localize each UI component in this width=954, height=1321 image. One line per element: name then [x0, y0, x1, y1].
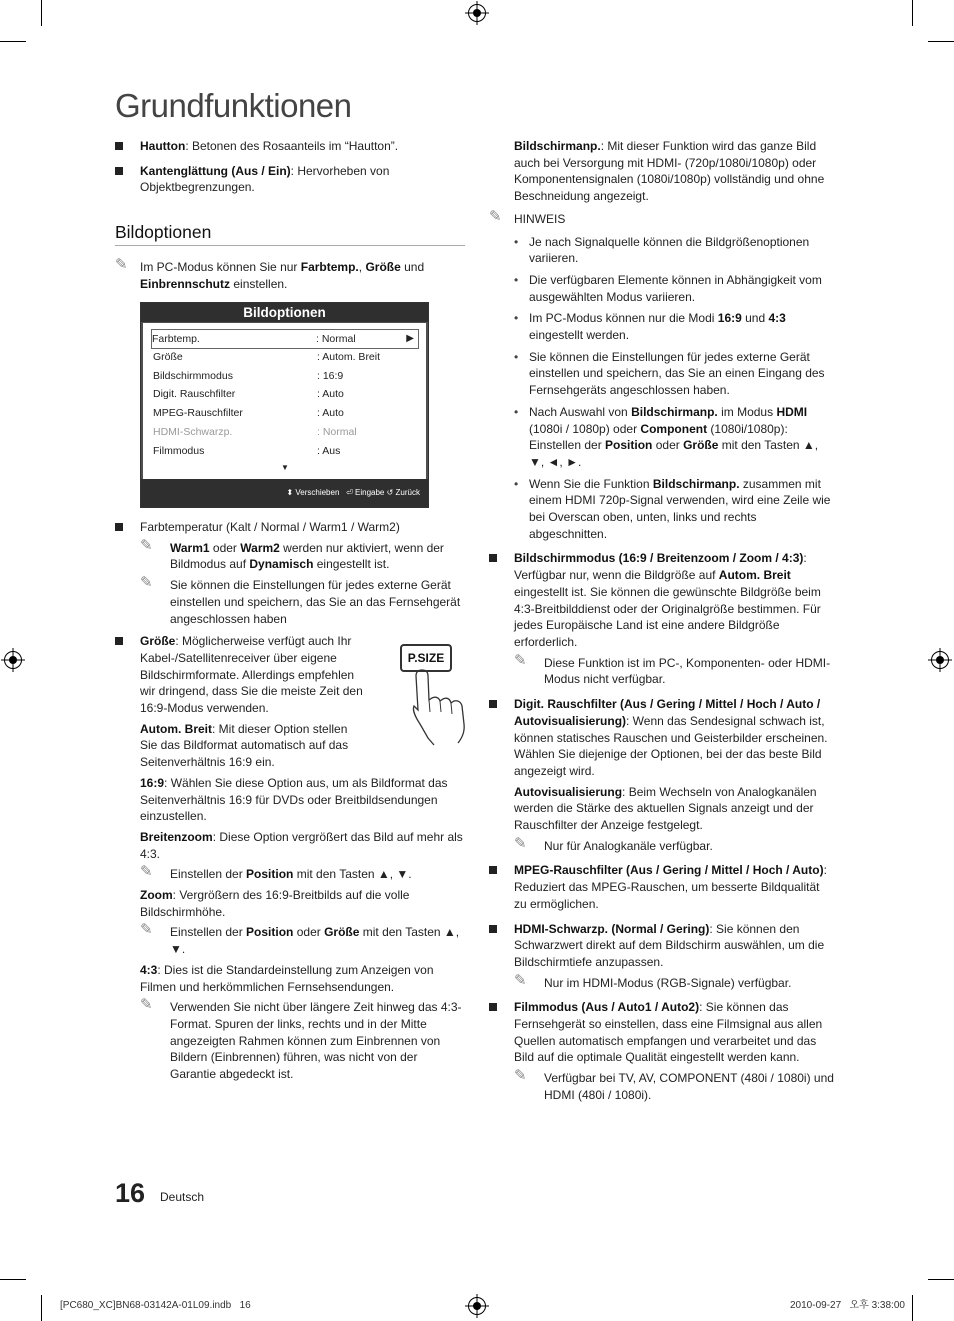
- list-item: • Nach Auswahl von Bildschirmanp. im Modus HDMI (1080i / 1080p) oder Component (1080i/1080p): Einstellen der Position oder Größe mit den Tasten ▲, ▼, ◄, ►.: [514, 404, 835, 471]
- osd-list: [143, 323, 426, 479]
- list-item: Filmmodus (Aus / Auto1 / Auto2): Sie können das Fernsehgerät so einstellen, dass eine Filmsignal aus allen Quellen automatisch empfangen und verarbeitet und das Bild auf die optimale Qualität eingestellt werden kann.: [489, 999, 835, 1066]
- return-icon: ↺: [386, 488, 394, 497]
- left-column: [115, 138, 465, 204]
- list-item: • Wenn Sie die Funktion Bildschirmanp. zusammen mit einem HDMI 720p-Signal verwenden, wird eine Zeile wie bei Overscan oben, unten, links und rechts abgeschnitten.: [514, 476, 835, 543]
- osd-row-mpeg[interactable]: MPEG-Rauschfilter : Auto: [153, 407, 344, 419]
- section-heading: [115, 221, 465, 246]
- list-item: • Sie können die Einstellungen für jedes externe Gerät einstellen und speichern, das Sie an einen Eingang des Fernsehgeräts angeschlossen haben.: [514, 349, 835, 399]
- registration-mark-icon: [468, 1297, 486, 1315]
- pencil-note-icon: ✎: [514, 1067, 527, 1085]
- list-item: MPEG-Rauschfilter (Aus / Gering / Mittel / Hoch / Auto): Reduziert das MPEG-Rauschen, um besserte Bildqualität zu ermöglichen.: [489, 862, 835, 912]
- list-item: Digit. Rauschfilter (Aus / Gering / Mittel / Hoch / Auto / Autovisualisierung): Wenn das Sendesignal schwach ist, können statisches Rauschen und Geisterbilder erscheinen. Wählen Sie diejenige der Optionen, bei der das beste Bild angezeigt wird.: [489, 696, 835, 780]
- note: ✎ Einstellen der Position oder Größe mit den Tasten ▲, ▼.: [140, 921, 460, 957]
- page-title: Grundfunktionen: [115, 87, 352, 124]
- osd-row-rauschfilter[interactable]: Digit. Rauschfilter : Auto: [153, 388, 344, 400]
- crop-mark: [0, 41, 26, 42]
- psize-button-icon: P.SIZE: [400, 644, 452, 672]
- print-timestamp: 2010-09-27 오후 3:38:00: [790, 1300, 905, 1311]
- crop-mark: [41, 0, 42, 26]
- note: ✎ Nur im HDMI-Modus (RGB-Signale) verfügbar.: [514, 971, 792, 990]
- crop-mark: [0, 1279, 26, 1280]
- enter-icon: ⏎: [346, 488, 353, 497]
- pencil-note-icon: ✎: [514, 834, 527, 852]
- pencil-note-icon: ✎: [514, 651, 527, 669]
- osd-row-hdmi: HDMI-Schwarzp. : Normal: [153, 426, 357, 438]
- pencil-note-icon: ✎: [115, 256, 128, 273]
- scroll-down-icon: ▼: [281, 463, 289, 472]
- hand-pointer-icon: [412, 668, 470, 746]
- pencil-note-icon: ✎: [140, 536, 153, 554]
- section-title: Bildoptionen: [115, 222, 212, 242]
- updown-icon: ⬍: [286, 488, 294, 497]
- pencil-note-icon: ✎: [140, 921, 153, 939]
- hinweis-heading: ✎ HINWEIS: [489, 207, 566, 226]
- note: ✎ Verwenden Sie nicht über längere Zeit hinweg das 4:3-Format. Spuren der links, rechts und in der Mitte angezeigten Rahmen können zum Einbrennen von Bildern (Einbrennen) führen, was nicht von der Garantie abgedeckt ist.: [140, 996, 462, 1082]
- note: ✎ Diese Funktion ist im PC-, Komponenten- oder HDMI-Modus nicht verfügbar.: [514, 651, 831, 687]
- note: ✎ Einstellen der Position mit den Tasten ▲, ▼.: [140, 863, 412, 882]
- osd-row-filmmodus[interactable]: Filmmodus : Aus: [153, 445, 341, 457]
- list-item: HDMI-Schwarzp. (Normal / Gering): Sie können den Schwarzwert direkt auf dem Bildschirm auswählen, um die Bildschirmtiefe anzupassen.: [489, 921, 835, 971]
- right-column: Bildschirmanp.: Mit dieser Funktion wird das ganze Bild auch bei Versorgung mit HDMI- (720p/1080i/1080p) oder Komponentensignalen (1080i/1080p) vollständig und ohne Beschneidung angezeigt. ✎ HINWEIS • Je nach Signalquelle können die Bildgrößenoptionen variieren. • Die verfügbaren Elemente können in Abhängigkeit vom ausgewählten Modus variieren. • Im PC-Modus können nur die Modi 16:9 und 4:3 eingestellt werden. • Sie können die Einstellungen für jedes externe Gerät einstellen und speichern, das Sie an einen Eingang des Fernsehgeräts angeschlossen haben. • Nach Auswahl von Bildschirmanp. im Modus HDMI (1080i / 1080p) oder Component (1080i/1080p): Einstellen der Position oder Größe mit den Tasten ▲, ▼, ◄, ►. • Wenn Sie die Funktion Bildschirmanp. zusammen mit einem HDMI 720p-Signal verwenden, wird eine Zeile wie bei Overscan oben, unten, links und rechts abgeschnitten. Bildschirmmodus (16:9 / Breitenzoom / Zoom / 4:3): Verfügbar nur, wenn die Bildgröße auf Autom. Breit eingestellt ist. Sie können die gewünschte Bildgröße beim 4:3-Breitbilddienst oder der Originalgröße bestimmen. Für jedes Europäische Land ist eine andere Bildgröße erforderlich. ✎ Diese Funktion ist im PC-, Komponenten- oder HDMI-Modus nicht verfügbar. Digit. Rauschfilter (Aus / Gering / Mittel / Hoch / Auto / Autovisualisierung): Wenn das Sendesignal schwach ist, können statisches Rauschen und Geisterbilder erscheinen. Wählen Sie diejenige der Optionen, bei der das beste Bild angezeigt wird. Autovisualisierung: Beim Wechseln von Analogkanälen werden die Stärke des aktuellen Signals anzeigt und der Rauschfilter der Anzeige festgelegt. ✎ Nur für Analogkanäle verfügbar. MPEG-Rauschfilter (Aus / Gering / Mittel / Hoch / Auto): Reduziert das MPEG-Rauschen, um besserte Bildqualität zu ermöglichen. HDMI-Schwarzp. (Normal / Gering): Sie können den Schwarzwert direkt auf dem Bildschirm auswählen, um die Bildschirmtiefe anzupassen. ✎ Nur im HDMI-Modus (RGB-Signale) verfügbar. Filmmodus (Aus / Auto1 / Auto2): Sie können das Fernsehgerät so einstellen, dass eine Filmsignal aus allen Quellen automatisch empfangen und verarbeitet und das Bild auf die optimale Qualität eingestellt werden kann. ✎ Verfügbar bei TV, AV, COMPONENT (480i / 1080i) und HDMI (480i / 1080i).: [489, 138, 835, 1108]
- page-language: Deutsch: [160, 1190, 205, 1204]
- list-item: Größe: Möglicherweise verfügt auch Ihr Kabel-/Satellitenreceiver über eigene Bildschirmformate. Allerdings empfehlen wir dringend, dass Sie die meiste Zeit den 16:9-Modus verwenden.: [115, 633, 465, 717]
- pencil-note-icon: ✎: [140, 574, 153, 592]
- pencil-note-icon: ✎: [140, 996, 153, 1014]
- arrow-right-icon: ▶: [406, 333, 414, 344]
- pencil-note-icon: ✎: [489, 207, 502, 225]
- page-number: 16: [115, 1178, 146, 1208]
- crop-mark: [912, 1295, 913, 1321]
- list-item: Kantenglättung (Aus / Ein): Hervorheben von Objektbegrenzungen.: [115, 163, 465, 196]
- osd-footer: ⬍ Verschieben ⏎ Eingabe ↺ Zurück: [141, 479, 428, 507]
- registration-mark-icon: [4, 651, 22, 669]
- pencil-note-icon: ✎: [140, 863, 153, 881]
- pencil-note-icon: ✎: [514, 971, 527, 989]
- note: ✎ Verfügbar bei TV, AV, COMPONENT (480i / 1080i) und HDMI (480i / 1080i).: [514, 1067, 834, 1102]
- note: ✎ Sie können die Einstellungen für jedes externe Gerät einstellen und speichern, das Sie an das Fernsehgerät angeschlossen haben: [140, 574, 461, 626]
- crop-mark: [928, 1279, 954, 1280]
- osd-menu: [140, 302, 429, 508]
- file-info: [PC680_XC]BN68-03142A-01L09.indb 16: [60, 1300, 251, 1311]
- note: ✎ Nur für Analogkanäle verfügbar.: [514, 834, 713, 853]
- pc-note: ✎ Im PC-Modus können Sie nur Farbtemp., Größe und Einbrennschutz einstellen.: [115, 256, 425, 291]
- list-item: • Je nach Signalquelle können die Bildgrößenoptionen variieren.: [514, 234, 835, 267]
- osd-row-farbtemp[interactable]: Farbtemp. : Normal ▶: [151, 329, 419, 349]
- list-item: Hautton: Betonen des Rosaanteils im “Hautton”.: [115, 138, 465, 155]
- note: ✎ Warm1 oder Warm2 werden nur aktiviert, wenn der Bildmodus auf Dynamisch eingestellt ist.: [140, 536, 444, 572]
- list-item: • Im PC-Modus können nur die Modi 16:9 und 4:3 eingestellt werden.: [514, 310, 835, 343]
- registration-mark-icon: [931, 651, 949, 669]
- registration-mark-icon: [468, 4, 486, 22]
- list-item: Farbtemperatur (Kalt / Normal / Warm1 / Warm2): [115, 519, 465, 536]
- osd-row-groesse[interactable]: Größe : Autom. Breit: [153, 351, 381, 363]
- list-item: • Die verfügbaren Elemente können in Abhängigkeit vom ausgewählten Modus variieren.: [514, 272, 835, 305]
- osd-row-bildschirmmodus[interactable]: Bildschirmmodus : 16:9: [153, 370, 344, 382]
- left-column-lower: Farbtemperatur (Kalt / Normal / Warm1 / Warm2) ✎ Warm1 oder Warm2 werden nur aktiviert, wenn der Bildmodus auf Dynamisch eingestellt ist. ✎ Sie können die Einstellungen für jedes externe Gerät einstellen und speichern, das Sie an das Fernsehgerät angeschlossen haben Größe: Möglicherweise verfügt auch Ihr Kabel-/Satellitenreceiver über eigene Bildschirmformate. Allerdings empfehlen wir dringend, dass Sie die meiste Zeit den 16:9-Modus verwenden. Autom. Breit: Mit dieser Option stellen Sie das Bildformat automatisch auf das Seitenverhältnis 16:9 ein. 16:9: Wählen Sie diese Option aus, um als Bildformat das Seitenverhältnis 16:9 für DVDs oder Breitbildsendungen einzustellen. Breitenzoom: Diese Option vergrößert das Bild auf mehr als 4:3. ✎ Einstellen der Position mit den Tasten ▲, ▼. Zoom: Vergrößern des 16:9-Breitbilds auf die volle Bildschirmhöhe. ✎ Einstellen der Position oder Größe mit den Tasten ▲, ▼. 4:3: Dies ist die Standardeinstellung zum Anzeigen von Filmen und herkömmlichen Fernsehsendungen. ✎ Verwenden Sie nicht über längere Zeit hinweg das 4:3-Format. Spuren der links, rechts und in der Mitte angezeigten Rahmen können zum Einbrennen von Bildern (Einbrennen) führen, was nicht von der Garantie abgedeckt ist.: [115, 519, 465, 1087]
- crop-mark: [41, 1295, 42, 1321]
- osd-title: Bildoptionen: [141, 303, 428, 322]
- list-item: Bildschirmmodus (16:9 / Breitenzoom / Zoom / 4:3): Verfügbar nur, wenn die Bildgröße auf Autom. Breit eingestellt ist. Sie können die gewünschte Bildgröße beim 4:3-Breitbilddienst oder der Originalgröße bestimmen. Für jedes Europäische Land ist eine andere Bildgröße erforderlich.: [489, 550, 835, 650]
- crop-mark: [928, 41, 954, 42]
- crop-mark: [912, 0, 913, 26]
